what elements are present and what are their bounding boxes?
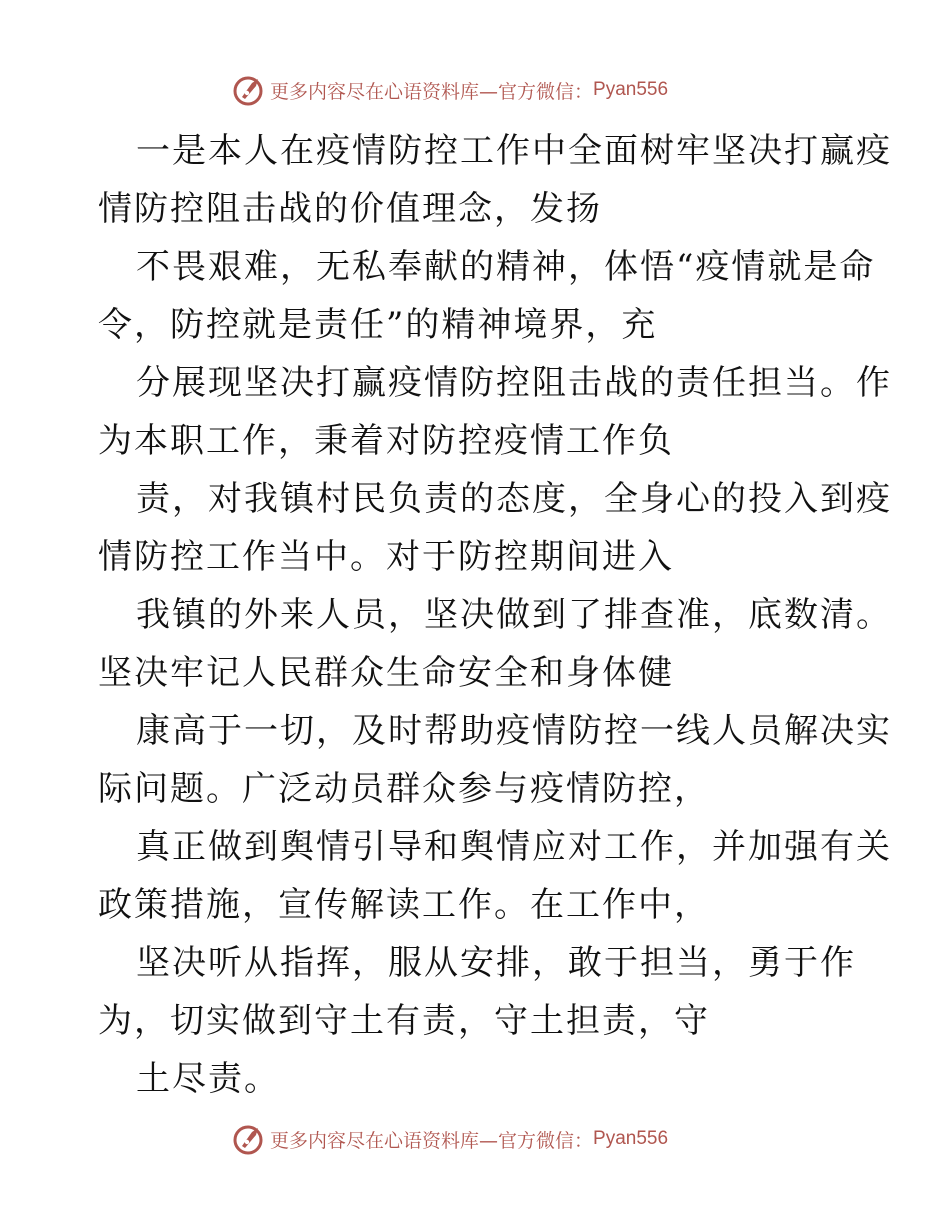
header-wechat-id: Pyan556 — [593, 79, 669, 100]
paragraph-line: 不畏艰难，无私奉献的精神，体悟“疫情就是命 — [136, 247, 876, 287]
footer-wechat-id: Pyan556 — [593, 1128, 669, 1149]
header-promo-text: 更多内容尽在心语资料库—官方微信： — [270, 80, 594, 103]
footer-watermark-banner — [232, 1122, 752, 1156]
pen-nib-logo-icon — [232, 73, 266, 107]
paragraph-line: 令，防控就是责任”的精神境界，充 — [98, 305, 658, 345]
paragraph-line: 情防控阻击战的价值理念，发扬 — [98, 189, 602, 229]
paragraph-line: 坚决听从指挥，服从安排，敢于担当，勇于作 — [136, 943, 856, 983]
paragraph-line: 土尽责。 — [136, 1059, 280, 1099]
document-body — [98, 122, 892, 1108]
paragraph-line: 我镇的外来人员，坚决做到了排查准，底数清。 — [136, 595, 892, 635]
paragraph-line: 真正做到舆情引导和舆情应对工作，并加强有关 — [136, 827, 892, 867]
paragraph-line: 际问题。广泛动员群众参与疫情防控， — [98, 769, 710, 809]
paragraph-line: 分展现坚决打赢疫情防控阻击战的责任担当。作 — [136, 363, 892, 403]
paragraph-line: 一是本人在疫情防控工作中全面树牢坚决打赢疫 — [136, 131, 892, 171]
paragraph-line: 政策措施，宣传解读工作。在工作中， — [98, 885, 710, 925]
paragraph-line: 为本职工作，秉着对防控疫情工作负 — [98, 421, 674, 461]
paragraph-line: 情防控工作当中。对于防控期间进入 — [98, 537, 674, 577]
paragraph-line: 为，切实做到守土有责，守土担责，守 — [98, 1001, 710, 1041]
footer-promo-text: 更多内容尽在心语资料库—官方微信： — [270, 1129, 594, 1152]
paragraph-line: 康高于一切，及时帮助疫情防控一线人员解决实 — [136, 711, 892, 751]
header-watermark-banner — [232, 73, 752, 107]
pen-nib-logo-icon — [232, 1122, 266, 1156]
paragraph-line: 坚决牢记人民群众生命安全和身体健 — [98, 653, 674, 693]
paragraph-line: 责，对我镇村民负责的态度，全身心的投入到疫 — [136, 479, 892, 519]
